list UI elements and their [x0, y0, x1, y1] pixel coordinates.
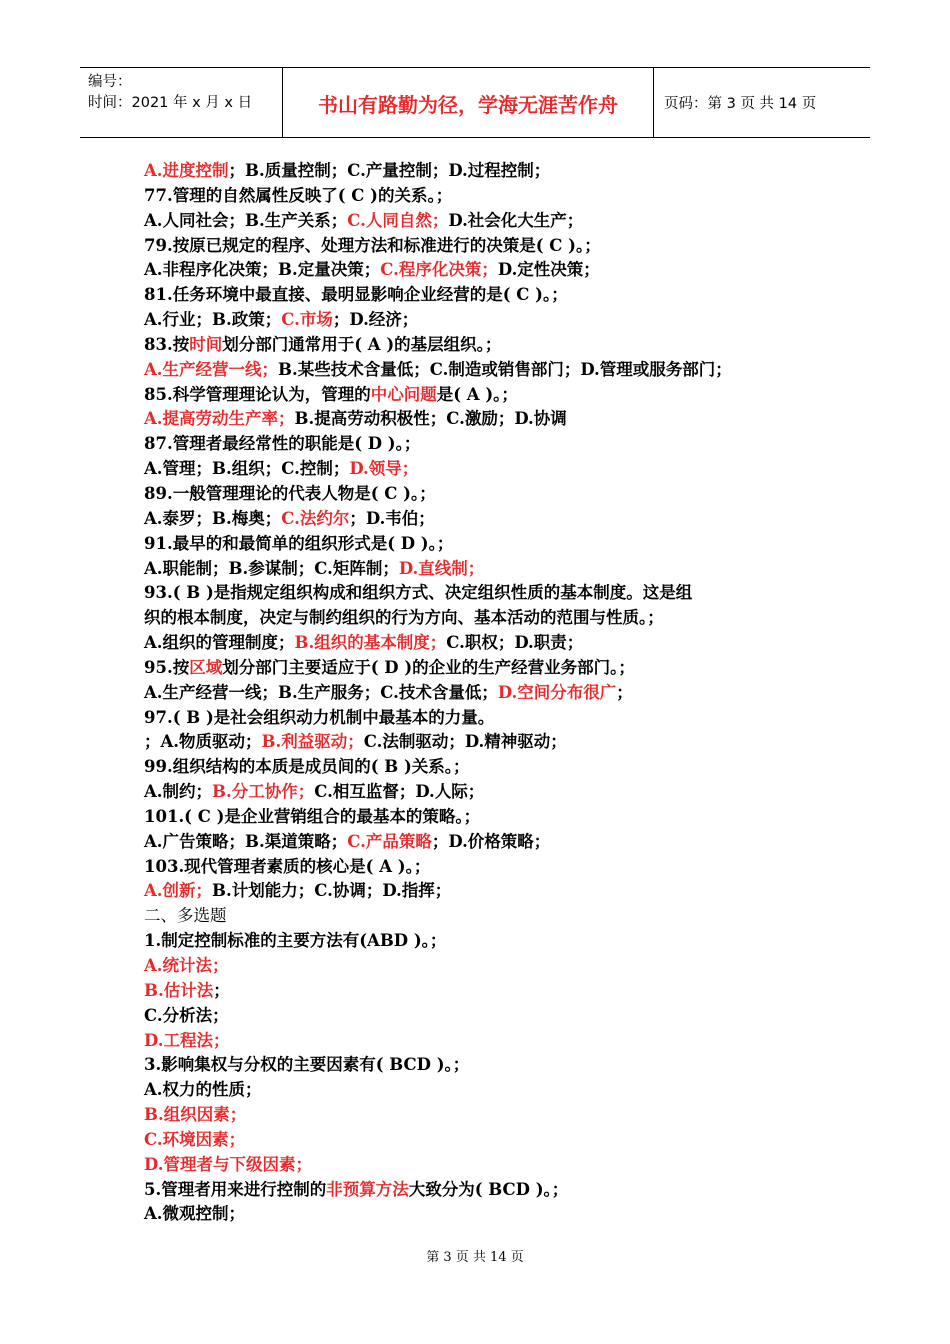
line-text: ；B.质量控制；C.产量控制；D.过程控制；: [228, 161, 551, 180]
answer-highlight: B.组织因素；: [144, 1105, 247, 1125]
document-number-label: 编号：: [88, 74, 132, 90]
line-text: A.职能制；B.参谋制；C.矩阵制；: [144, 558, 399, 578]
answer-highlight: C.法约尔: [281, 508, 350, 528]
text-line: [144, 755, 824, 780]
text-line: [144, 1153, 824, 1178]
page-footer: 第 3 页 共 14 页: [426, 1250, 524, 1265]
question-list: [144, 159, 824, 1227]
text-line: [144, 1004, 824, 1029]
text-line: [144, 234, 824, 259]
header-motto: 书山有路勤为径，学海无涯苦作舟: [282, 68, 654, 137]
answer-highlight: B.组织的基本制度；: [294, 633, 447, 653]
line-text: 93.( B )是指规定组织构成和组织方式、决定组织性质的基本制度。这是组: [144, 583, 693, 603]
text-line: [144, 1202, 824, 1227]
text-line: [144, 184, 824, 209]
text-line: [144, 1029, 824, 1054]
line-text: 大致分为( BCD )。；: [408, 1179, 569, 1199]
line-text: 85.科学管理理论认为，管理的: [144, 384, 371, 404]
line-text: A.组织的管理制度；: [144, 633, 295, 653]
answer-highlight: C.产品策略: [347, 831, 432, 851]
answer-highlight: A.统计法；: [144, 956, 229, 975]
answer-highlight: C.环境因素；: [144, 1129, 246, 1149]
text-line: [144, 432, 824, 457]
line-text: D.定性决策；: [497, 260, 600, 280]
text-line: [144, 482, 824, 507]
answer-highlight: A.生产经营一线；: [144, 359, 279, 379]
text-line: [144, 954, 824, 979]
text-line: [144, 1078, 824, 1103]
line-text: B.计划能力；C.协调；D.指挥；: [212, 881, 452, 901]
line-text: B.提高劳动积极性；C.激励；D.协调: [294, 409, 567, 429]
text-line: [144, 656, 824, 681]
line-text: ；: [616, 682, 633, 702]
answer-highlight: B.估计法: [144, 980, 214, 1000]
line-text: 划分部门通常用于( A )的基层组织。；: [222, 334, 502, 354]
line-text: A.权力的性质；: [144, 1080, 262, 1100]
text-line: [144, 258, 824, 283]
answer-highlight: B.利益驱动；: [261, 732, 364, 752]
text-line: [144, 805, 824, 830]
line-text: 3.影响集权与分权的主要因素有( BCD )。；: [144, 1055, 470, 1075]
text-line: [144, 159, 824, 184]
line-text: 1.制定控制标准的主要方法有(ABD )。；: [144, 931, 447, 951]
header-meta: [80, 68, 282, 137]
line-text: A.生产经营一线；B.生产服务；C.技术含量低；: [144, 682, 498, 702]
line-text: A.人同社会；B.生产关系；: [144, 210, 348, 230]
answer-highlight: 时间: [189, 334, 223, 354]
line-text: D.社会化大生产；: [448, 210, 584, 230]
text-line: [144, 532, 824, 557]
line-text: 织的根本制度，决定与制约组织的行为方向、基本活动的范围与性质。；: [144, 608, 664, 628]
text-line: [144, 209, 824, 234]
text-line: [144, 383, 824, 408]
line-text: ；A.物质驱动；: [144, 732, 262, 752]
text-line: [144, 904, 824, 929]
answer-highlight: 中心问题: [370, 384, 437, 404]
text-line: [144, 979, 824, 1004]
text-line: [144, 780, 824, 805]
line-text: ；D.韦伯；: [349, 508, 435, 528]
line-text: 划分部门主要适应于( D )的企业的生产经营业务部门。；: [222, 657, 635, 677]
line-text: 5.管理者用来进行控制的: [144, 1179, 327, 1199]
text-line: [144, 308, 824, 333]
answer-highlight: 区域: [189, 657, 223, 677]
line-text: 97.( B )是社会组织动力机制中最基本的力量。: [144, 707, 495, 727]
line-text: A.广告策略；B.渠道策略；: [144, 831, 348, 851]
text-line: [144, 1128, 824, 1153]
text-line: [144, 507, 824, 532]
line-text: C.相互监督；D.人际；: [314, 782, 485, 802]
answer-highlight: C.人同自然；: [347, 210, 449, 230]
line-text: 91.最早的和最简单的组织形式是( D )。；: [144, 533, 454, 553]
line-text: C.职权；D.职责；: [446, 633, 584, 653]
line-text: ；D.价格策略；: [431, 831, 551, 851]
answer-highlight: D.领导；: [349, 459, 419, 479]
line-text: 77.管理的自然属性反映了( C )的关系。；: [144, 185, 453, 205]
text-line: [144, 879, 824, 904]
line-text: 二、多选题: [144, 906, 227, 926]
answer-highlight: C.市场: [281, 310, 333, 330]
answer-highlight: A.提高劳动生产率；: [144, 409, 295, 429]
answer-highlight: D.管理者与下级因素；: [144, 1154, 312, 1174]
text-line: [144, 929, 824, 954]
line-text: 是( A )。；: [436, 384, 518, 404]
text-line: [144, 557, 824, 582]
line-text: B.某些技术含量低；C.制造或销售部门；D.管理或服务部门；: [278, 359, 732, 379]
text-line: [144, 1053, 824, 1078]
line-text: ；D.经济；: [332, 310, 419, 330]
line-text: 87.管理者最经常性的职能是( D )。；: [144, 434, 421, 454]
line-text: ；: [213, 980, 230, 1000]
answer-highlight: A.进度控制: [144, 161, 229, 180]
line-text: 83.按: [144, 334, 190, 354]
line-text: A.行业；B.政策；: [144, 310, 282, 330]
text-line: [144, 830, 824, 855]
text-line: [144, 706, 824, 731]
answer-highlight: C.程序化决策；: [380, 260, 498, 280]
line-text: 81.任务环境中最直接、最明显影响企业经营的是( C )。；: [144, 285, 568, 305]
text-line: [144, 631, 824, 656]
line-text: C.分析法；: [144, 1005, 229, 1025]
text-line: [144, 1103, 824, 1128]
line-text: A.制约；: [144, 782, 213, 802]
answer-highlight: A.创新；: [144, 881, 213, 901]
line-text: 79.按原已规定的程序、处理方法和标准进行的决策是( C )。；: [144, 235, 601, 255]
text-line: [144, 358, 824, 383]
answer-highlight: D.直线制；: [398, 558, 485, 578]
page-header: [80, 67, 870, 138]
text-line: [144, 581, 824, 606]
document-date: 时间：2021 年 x 月 x 日: [88, 95, 253, 111]
text-line: [144, 283, 824, 308]
header-page-info: 页码：第 3 页 共 14 页: [664, 96, 817, 112]
text-line: [144, 407, 824, 432]
text-line: [144, 606, 824, 631]
answer-highlight: D.工程法；: [144, 1030, 230, 1050]
line-text: 101.( C )是企业营销组合的最基本的策略。；: [144, 806, 481, 826]
line-text: 89.一般管理理论的代表人物是( C )。；: [144, 483, 436, 503]
line-text: A.微观控制；: [144, 1204, 246, 1224]
text-line: [144, 855, 824, 880]
answer-highlight: B.分工协作；: [212, 782, 315, 802]
answer-highlight: D.空间分布很广: [497, 682, 617, 702]
line-text: A.管理；B.组织；C.控制；: [144, 459, 350, 479]
line-text: 95.按: [144, 657, 190, 677]
line-text: A.泰罗；B.梅奥；: [144, 508, 282, 528]
text-line: [144, 457, 824, 482]
line-text: 99.组织结构的本质是成员间的( B )关系。；: [144, 757, 470, 777]
text-line: [144, 1178, 824, 1203]
line-text: C.法制驱动；D.精神驱动；: [363, 732, 567, 752]
line-text: A.非程序化决策；B.定量决策；: [144, 260, 381, 280]
text-line: [144, 730, 824, 755]
line-text: 103.现代管理者素质的核心是( A )。；: [144, 856, 431, 876]
text-line: [144, 681, 824, 706]
answer-highlight: 非预算方法: [326, 1179, 409, 1199]
text-line: [144, 333, 824, 358]
